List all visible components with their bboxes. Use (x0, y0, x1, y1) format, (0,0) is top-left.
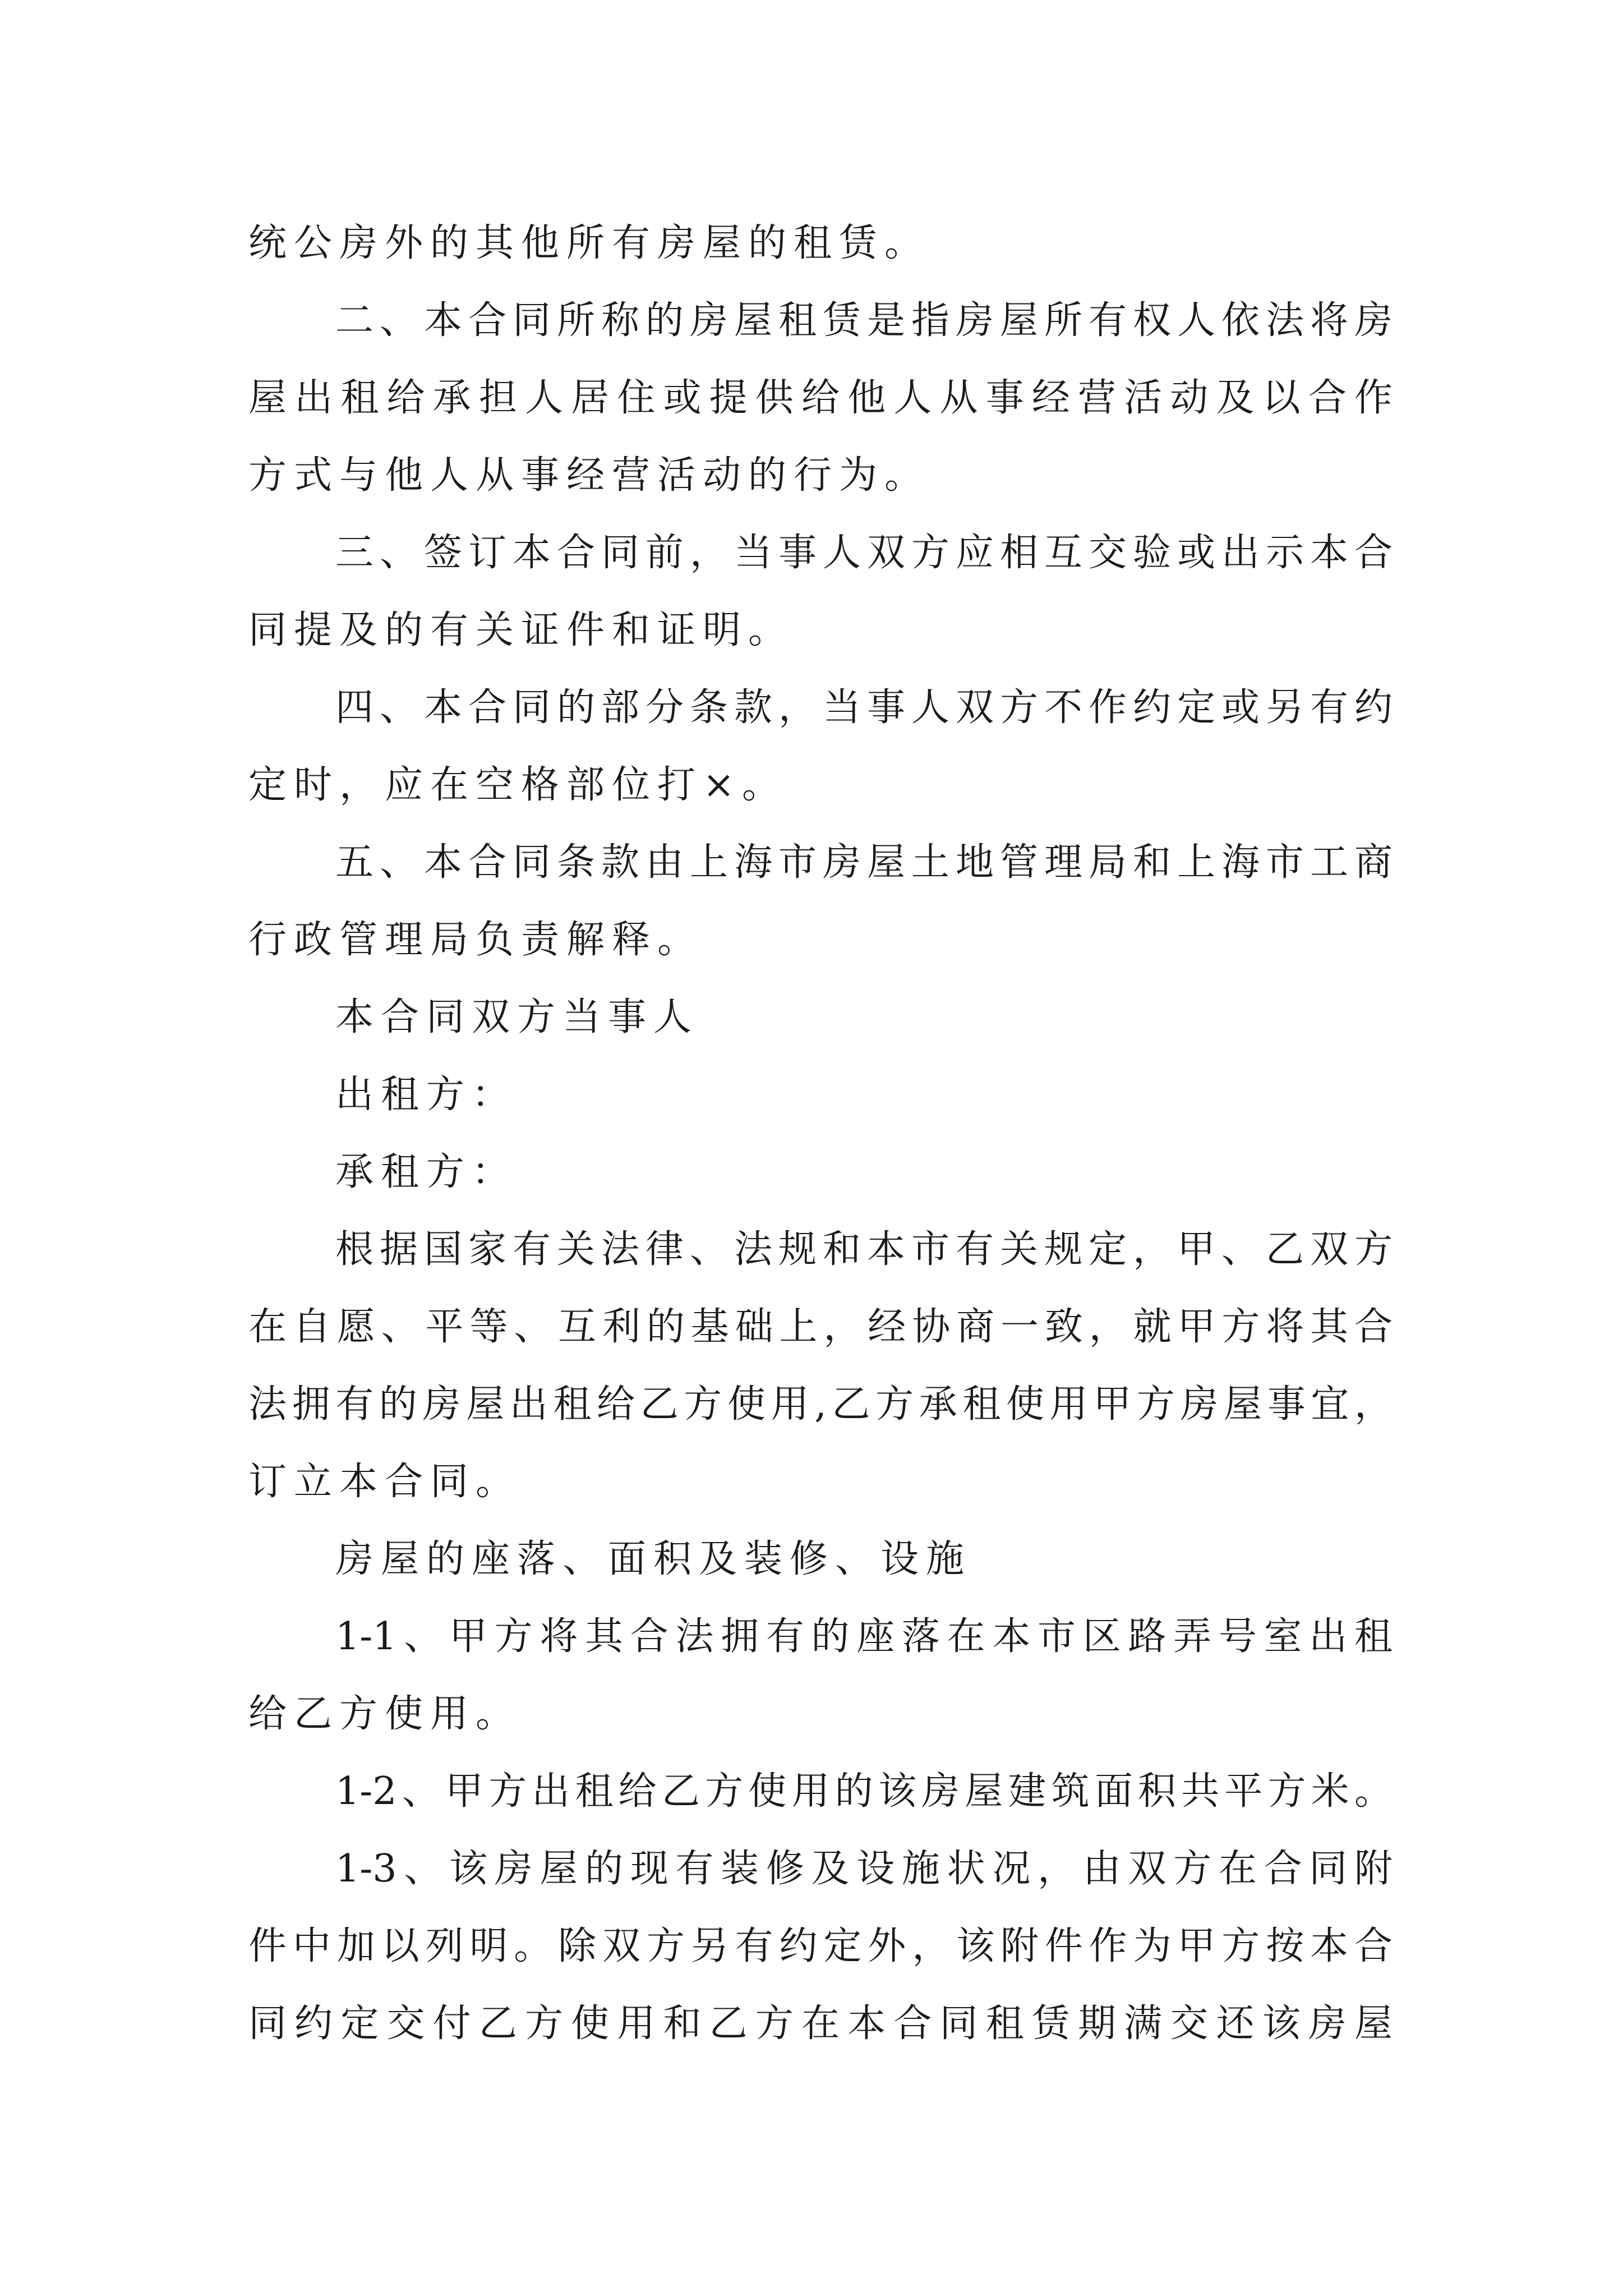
text-line: 订立本合同。 (248, 1460, 522, 1504)
text-line: 行政管理局负责解释。 (248, 918, 703, 962)
text-line: 本合同双方当事人 (335, 995, 699, 1039)
text-line: 同约定交付乙方使用和乙方在本合同租赁期满交还该房屋 (248, 2001, 1393, 2046)
text-line: 法拥有的房屋出租给乙方使用,乙方承租使用甲方房屋事宜， (248, 1382, 1393, 1427)
text-line: 给乙方使用。 (248, 1692, 522, 1736)
text-line: 出租方： (335, 1073, 518, 1117)
text-line: 同提及的有关证件和证明。 (248, 608, 794, 652)
text-line: 1-2、甲方出租给乙方使用的该房屋建筑面积共平方米。 (335, 1769, 1393, 1814)
text-line: 屋出租给承担人居住或提供给他人从事经营活动及以合作 (248, 376, 1393, 420)
text-line: 根据国家有关法律、法规和本市有关规定，甲、乙双方 (335, 1227, 1393, 1272)
text-line: 四、本合同的部分条款，当事人双方不作约定或另有约 (335, 685, 1393, 730)
text-line: 件中加以列明。除双方另有约定外，该附件作为甲方按本合 (248, 1924, 1393, 1968)
text-line: 1-1、甲方将其合法拥有的座落在本市区路弄号室出租 (335, 1614, 1393, 1659)
text-line: 1-3、该房屋的现有装修及设施状况，由双方在合同附 (335, 1847, 1393, 1891)
text-line: 三、签订本合同前，当事人双方应相互交验或出示本合 (335, 531, 1393, 575)
text-line: 承租方： (335, 1150, 518, 1194)
text-line: 在自愿、平等、互利的基础上，经协商一致，就甲方将其合 (248, 1305, 1393, 1349)
text-line: 统公房外的其他所有房屋的租赁。 (248, 221, 930, 265)
text-line: 定时，应在空格部位打×。 (248, 763, 787, 807)
document-body (248, 205, 1393, 2063)
text-line: 房屋的座落、面积及装修、设施 (335, 1537, 972, 1581)
text-line: 五、本合同条款由上海市房屋土地管理局和上海市工商 (335, 840, 1393, 885)
text-line: 方式与他人从事经营活动的行为。 (248, 453, 930, 498)
text-line: 二、本合同所称的房屋租赁是指房屋所有权人依法将房 (335, 298, 1393, 343)
